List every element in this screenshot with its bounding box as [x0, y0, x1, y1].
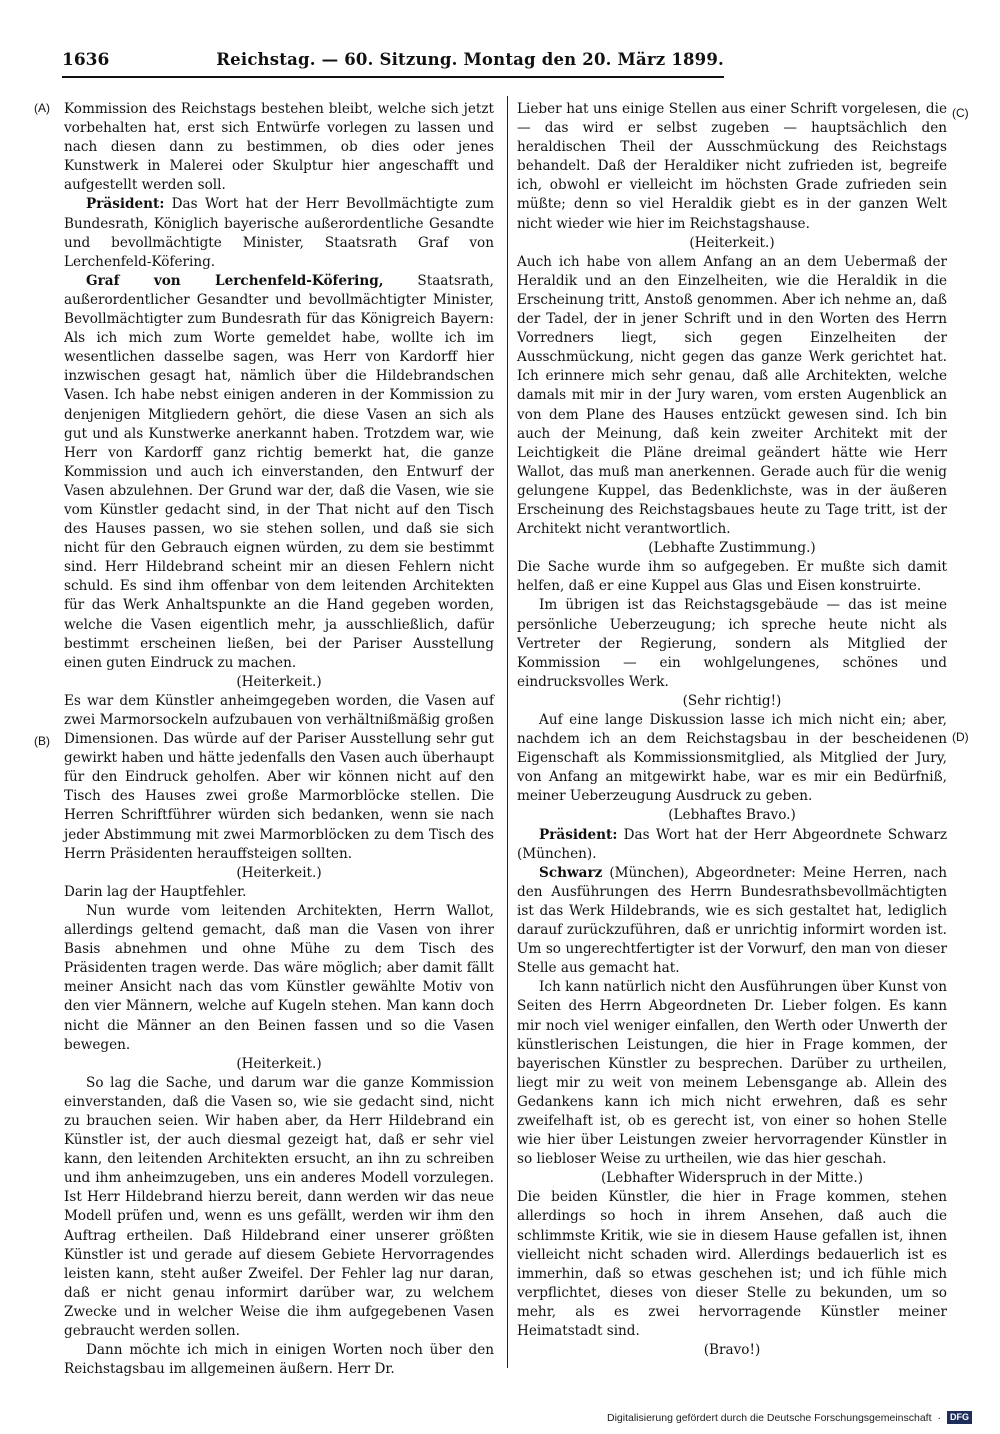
- left-column: [64, 100, 494, 1379]
- paragraph-text: (Lebhafte Zustimmung.): [648, 540, 816, 557]
- paragraph-text: Die Sache wurde ihm so aufgegeben. Er mußte sich damit helfen, daß er eine Kuppel aus Glas und Eisen konstruirte.: [517, 559, 947, 595]
- margin-mark-d: (D): [952, 730, 969, 744]
- paragraph-text: Ich kann natürlich nicht den Ausführungen über Kunst von Seiten des Herrn Abgeordneten Dr. Lieber folgen. Es kann mir noch viel weniger einfallen, den Werth oder Unwerth der künstlerischen Leistungen, die hier in Frage kommen, der bayerischen Künstler zu besprechen. Darüber zu urtheilen, liegt mir zu weit von meinem Lebensgange ab. Allein des Gedankens kann ich mich nicht erwehren, daß es sehr zweifelhaft ist, ob es gerecht ist, von einer so hohen Stelle wie hier über Leistungen zweier hervorragender Künstler in so liebloser Weise zu urtheilen, wie das hier geschah.: [517, 979, 947, 1168]
- speaker-name: Präsident:: [539, 826, 618, 843]
- paragraph: [64, 692, 494, 864]
- paragraph-text: (München), Abgeordneter: Meine Herren, nach den Ausführungen des Herrn Bundesrathsbevollmächtigten ist das Werk Hildebrands, wie es sich gestaltet hat, lediglich darauf zurückzuführen, daß er unrichtig informirt worden ist. Um so ungerechtfertigter ist der Vorwurf, den man von dieser Stelle aus gemacht hat.: [517, 864, 947, 977]
- reaction-line: [64, 864, 494, 883]
- margin-mark-a: (A): [34, 101, 50, 115]
- paragraph: [517, 558, 947, 596]
- paragraph: [64, 1074, 494, 1341]
- speaker-name: Graf von Lerchenfeld-Köfering,: [86, 272, 384, 289]
- paragraph: [517, 978, 947, 1169]
- speech-paragraph: [64, 195, 494, 271]
- paragraph-text: (Sehr richtig!): [682, 692, 782, 709]
- reaction-line: [517, 806, 947, 825]
- paragraph-text: Die beiden Künstler, die hier in Frage kommen, stehen allerdings so hoch in ihrem Ansehen, daß auch die schlimmste Kritik, wie sie in diesem Hause gefallen ist, ihnen vielleicht nicht schaden wird. Allerdings bedauerlich ist es immerhin, daß so etwas geschehen ist; und ich fühle mich verpflichtet, dieses von dieser Stelle zu bekunden, um so mehr, als es zwei hervorragende Künstler meiner Heimatstadt sind.: [517, 1189, 947, 1339]
- paragraph-text: (Heiterkeit.): [236, 864, 322, 881]
- reaction-line: [517, 234, 947, 253]
- margin-mark-b: (B): [34, 734, 50, 748]
- speech-paragraph: [64, 272, 494, 673]
- header-rule: [62, 76, 724, 78]
- footer-credit: Digitalisierung gefördert durch die Deutsche Forschungsgemeinschaft: [606, 1411, 932, 1424]
- paragraph-text: Es war dem Künstler anheimgegeben worden, die Vasen auf zwei Marmorsockeln aufzubauen von verhältnißmäßig großen Dimensionen. Das würde auf der Pariser Ausstellung sehr gut gewirkt haben und hätte jedenfalls den Vasen auch überhaupt für den Eindruck geholfen. Aber wir können nicht auf den Tisch des Hauses zwei große Marmorblöcke stellen. Die Herren Schriftführer würden sich bedanken, wenn sie nach jeder Abstimmung mit zwei Marmorblöcken zu dem Tisch des Herrn Präsidenten herauffsteigen sollten.: [64, 692, 494, 862]
- page-footer: [607, 1411, 972, 1424]
- paragraph: [64, 883, 494, 902]
- paragraph: [64, 100, 494, 195]
- paragraph-text: Darin lag der Hauptfehler.: [64, 883, 247, 900]
- paragraph-text: Kommission des Reichstags bestehen bleibt, welche sich jetzt vorbehalten hat, erst sich Entwürfe vorlegen zu lassen und nach diesen dann zu bestimmen, ob dies oder jenes Kunstwerk in Malerei oder Skulptur hier angeschafft und aufgestellt werden soll.: [64, 101, 494, 194]
- paragraph-text: (Heiterkeit.): [236, 673, 322, 690]
- paragraph-text: Dann möchte ich mich in einigen Worten noch über den Reichstagsbau im allgemeinen äußern. Herr Dr.: [64, 1342, 494, 1378]
- running-title: Reichstag. — 60. Sitzung. Montag den 20. März 1899.: [216, 50, 724, 69]
- paragraph-text: (Bravo!): [703, 1342, 761, 1359]
- paragraph-text: (Lebhafter Widerspruch in der Mitte.): [600, 1170, 864, 1187]
- paragraph-text: (Heiterkeit.): [689, 234, 775, 251]
- column-divider: [507, 96, 508, 1368]
- reaction-line: [64, 673, 494, 692]
- reaction-line: [517, 1341, 947, 1360]
- paragraph-text: Das Wort hat der Herr Abgeordnete Schwarz (München).: [517, 826, 947, 862]
- paragraph-text: Auf eine lange Diskussion lasse ich mich nicht ein; aber, nachdem ich an dem Reichstagsbau in der bescheidenen Eigenschaft als Kommissionsmitglied, als Mitglied der Jury, von Anfang an mitgewirkt habe, war es mir ein Bedürfniß, meiner Ueberzeugung Ausdruck zu geben.: [517, 712, 947, 805]
- right-column: [517, 100, 947, 1360]
- reaction-line: [517, 692, 947, 711]
- paragraph: [64, 902, 494, 1055]
- paragraph-text: Das Wort hat der Herr Bevollmächtigte zum Bundesrath, Königlich bayerische außerordentliche Gesandte und bevollmächtigte Minister, Staatsrath Graf von Lerchenfeld-Köfering.: [64, 196, 494, 270]
- reaction-line: [517, 539, 947, 558]
- reaction-line: [517, 1169, 947, 1188]
- paragraph-text: Im übrigen ist das Reichstagsgebäude — das ist meine persönliche Ueberzeugung; ich spreche heute nicht als Vertreter der Regierung, sondern als Mitglied der Kommission — ein wohlgelungenes, schönes und eindrucksvolles Werk.: [517, 597, 947, 690]
- speech-paragraph: [517, 826, 947, 864]
- paragraph: [517, 100, 947, 234]
- paragraph: [517, 1188, 947, 1341]
- paragraph: [517, 596, 947, 691]
- page-header: [62, 50, 724, 74]
- paragraph: [517, 253, 947, 539]
- paragraph-text: Nun wurde vom leitenden Architekten, Herrn Wallot, allerdings geltend gemacht, daß man die Vasen von ihrer Basis abnehmen und ohne Mühe zu dem Tisch des Präsidenten tragen werde. Das wäre möglich; aber damit fällt meiner Ansicht nach das vom Künstler gewählte Motiv von den vier Männern, welche auf Kugeln stehen. Man kann doch nicht die Männer an den Beinen fassen und so die Vasen bewegen.: [64, 902, 494, 1053]
- paragraph-text: Staatsrath, außerordentlicher Gesandter und bevollmächtigter Minister, Bevollmächtigter zum Bundesrath für das Königreich Bayern: Als ich mich zum Worte gemeldet habe, wollte ich im wesentlichen dasselbe sagen, was Herr von Kardorff hier inzwischen gesagt hat, nämlich über die Hildebrandschen Vasen. Ich habe nebst einigen anderen in der Kommission zu denjenigen Mitgliedern gehört, die diese Vasen an sich als gut und als Kunstwerke anerkannt haben. Trotzdem war, wie Herr von Kardorff ganz richtig bemerkt hat, die ganze Kommission und auch ich einverstanden, den Entwurf der Vasen abzulehnen. Der Grund war der, daß die Vasen, wie sie vom Künstler gedacht sind, in der That nicht auf den Tisch des Hauses passen, wo sie stehen sollen, und daß sie sich nicht für den Gebrauch eignen würden, zu dem sie bestimmt sind. Herr Hildebrand scheint mir an diesen Fehlern nicht schuld. Es sind ihm offenbar von dem leitenden Architekten für das Werk Anhaltspunkte an die Hand gegeben worden, welche die Vasen eigentlich mehr, ja ausschließlich, dafür bestimmt erscheinen ließen, bei der Pariser Ausstellung einen guten Eindruck zu machen.: [64, 272, 494, 671]
- paragraph: [517, 711, 947, 806]
- page-number: 1636: [62, 50, 110, 70]
- separator-dot: ·: [937, 1411, 941, 1424]
- paragraph-text: (Heiterkeit.): [236, 1055, 322, 1072]
- speaker-name: Schwarz: [539, 864, 603, 881]
- paragraph: [64, 1341, 494, 1379]
- paragraph-text: Lieber hat uns einige Stellen aus einer Schrift vorgelesen, die — das wird er selbst zugeben — hauptsächlich den heraldischen Theil der Ausschmückung des Reichstags behandelt. Daß der Heraldiker nicht zufrieden ist, begreife ich, obwohl er vielleicht im höchsten Grade zufrieden sein müßte; denn so viel Heraldik giebt es in der ganzen Welt nicht wieder wie hier im Reichstagshause.: [517, 101, 947, 232]
- margin-mark-c: (C): [952, 106, 969, 120]
- paragraph-text: Auch ich habe von allem Anfang an an dem Uebermaß der Heraldik und an den Einzelheiten, wie die Heraldik in die Erscheinung tritt, Anstoß genommen. Aber ich nehme an, daß der Tadel, der in jener Schrift und in den Worten des Herrn Vorredners liegt, sich gegen Einzelheiten der Ausschmückung, nicht gegen das ganze Werk gerichtet hat. Ich erinnere mich sehr genau, daß alle Architekten, welche damals mit mir in der Jury waren, vom ersten Augenblick an von dem Plane des Hauses entzückt gewesen sind. Ich bin auch der Meinung, daß kein zweiter Architekt mit der Leichtigkeit die Pläne dreimal geändert hätte wie Herr Wallot, das muß man anerkennen. Gerade auch für die wenig gelungene Kuppel, das Bedenklichste, was in der äußeren Erscheinung des Reichstagsbaues heute zu Tage tritt, ist der Architekt nicht verantwortlich.: [517, 253, 947, 538]
- speaker-name: Präsident:: [86, 196, 165, 213]
- speech-paragraph: [517, 864, 947, 979]
- paragraph-text: (Lebhaftes Bravo.): [668, 807, 796, 824]
- paragraph-text: So lag die Sache, und darum war die ganze Kommission einverstanden, daß die Vasen so, wie sie gedacht sind, nicht zu brauchen seien. Wir haben aber, da Herr Hildebrand ein Künstler ist, der auch diesmal gezeigt hat, daß er sehr viel kann, den leitenden Architekten ersucht, an ihn zu schreiben und ihm anheimzugeben, uns ein anderes Modell vorzulegen. Ist Herr Hildebrand hierzu bereit, dann werden wir das neue Modell prüfen und, wenn es uns gefällt, werden wir ihm den Auftrag ertheilen. Daß Hildebrand einer unserer größten Künstler ist und gerade auf diesem Gebiete Hervorragendes leisten kann, steht außer Zweifel. Der Fehler lag nur daran, daß er nicht genau informirt darüber war, zu welchem Zwecke und in welcher Weise die ihm aufgegebenen Vasen gebraucht werden sollen.: [64, 1074, 494, 1339]
- reaction-line: [64, 1055, 494, 1074]
- dfg-logo-icon: DFG: [947, 1411, 972, 1424]
